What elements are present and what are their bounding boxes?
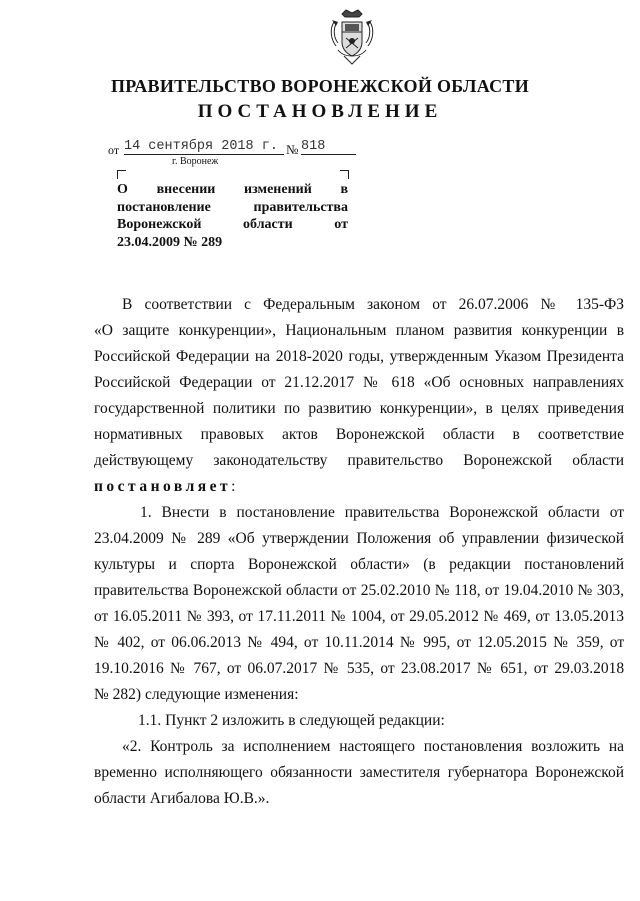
body-line: «О защите конкуренции», Национальным планом развития конкуренции в	[94, 322, 624, 339]
government-title: ПРАВИТЕЛЬСТВО ВОРОНЕЖСКОЙ ОБЛАСТИ	[110, 76, 530, 96]
city: г. Воронеж	[172, 156, 219, 167]
voronezh-coat-of-arms-icon	[328, 8, 376, 66]
decree-word: постановляет	[94, 478, 232, 495]
subject-line: О внесении изменений в	[117, 182, 349, 197]
body-line: культуры и спорта Воронежской области» (в редакции постановлений	[94, 556, 624, 573]
body-line: правительства Воронежской области от 25.02.2010 № 118, от 19.04.2010 № 303,	[94, 582, 624, 599]
subject-line: Воронежской области от	[117, 217, 348, 232]
quote-line: «2. Контроль за исполнением настоящего постановления возложить на	[122, 738, 624, 755]
body-line: от 16.05.2011 № 393, от 17.11.2011 № 1004, от 29.05.2012 № 469, от 13.05.2013	[94, 608, 624, 625]
body-line: 1. Внести в постановление правительства Воронежской области от	[140, 504, 624, 521]
body-line: 23.04.2009 № 289 «Об утверждении Положения об управлении физической	[94, 530, 624, 547]
item-1-1: 1.1. Пункт 2 изложить в следующей редакции:	[138, 712, 445, 729]
body-line: действующему законодательству правительство Воронежской области	[94, 452, 624, 469]
quote-line: области Агибалова Ю.В.».	[94, 790, 270, 807]
body-line: 19.10.2016 № 767, от 06.07.2017 № 535, от 23.08.2017 № 651, от 29.03.2018	[94, 660, 624, 677]
number-label: №	[286, 142, 299, 157]
from-label: от	[108, 143, 120, 157]
subject-line: 23.04.2009 № 289	[117, 234, 223, 250]
body-line: № 402, от 06.06.2013 № 494, от 10.11.2014 № 995, от 12.05.2015 № 359, от	[94, 634, 624, 651]
body-line: Российской Федерации на 2018-2020 годы, утвержденным Указом Президента	[94, 348, 624, 365]
document-body	[94, 292, 624, 812]
quote-line: временно исполняющего обязанности заместителя губернатора Воронежской	[94, 764, 624, 781]
decree-colon: :	[231, 478, 236, 495]
body-line: государственной политики по развитию конкуренции», в целях приведения	[94, 400, 624, 417]
bracket-top-left	[117, 170, 126, 179]
decree-line	[94, 474, 624, 500]
document-date: 14 сентября 2018 г.	[124, 139, 284, 155]
body-line: нормативных правовых актов Воронежской области в соответствие	[94, 426, 624, 443]
document-type: ПОСТАНОВЛЕНИЕ	[197, 101, 443, 122]
document-number: 818	[301, 139, 356, 155]
date-number-line	[108, 139, 368, 159]
body-line: № 282) следующие изменения:	[94, 686, 299, 703]
subject-line: постановление правительства	[117, 199, 348, 215]
bracket-top-right	[340, 170, 349, 179]
document-subject	[117, 181, 348, 251]
body-line: Российской Федерации от 21.12.2017 № 618 «Об основных направлениях	[94, 374, 624, 391]
body-line: В соответствии с Федеральным законом от 26.07.2006 № 135-ФЗ	[122, 296, 624, 313]
